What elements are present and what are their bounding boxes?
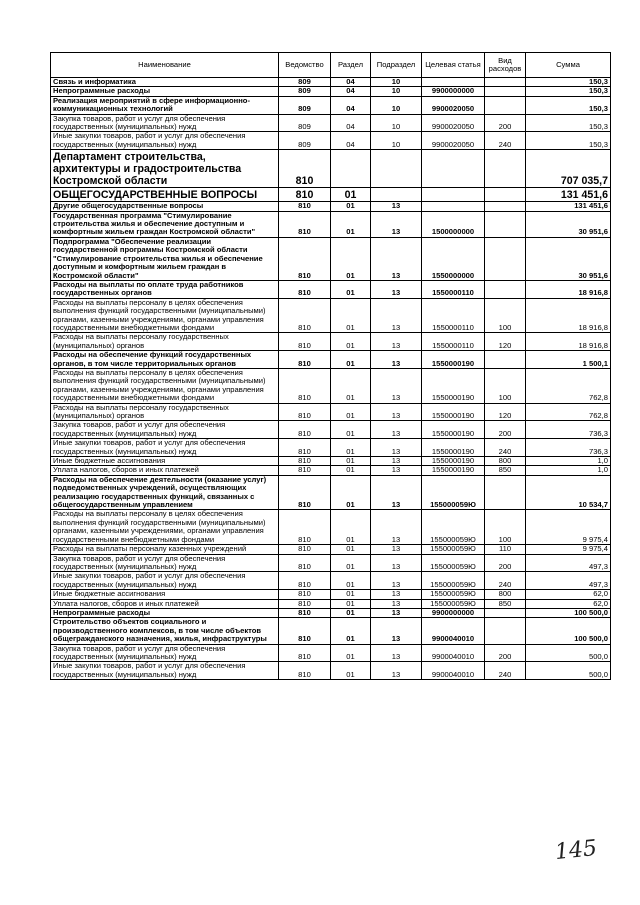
- cell-podrazdel: 13: [371, 545, 422, 554]
- table-row: [51, 590, 611, 599]
- cell-summa: 736,3: [526, 421, 611, 439]
- cell-summa: 1 500,1: [526, 351, 611, 369]
- cell-name: Иные бюджетные ассигнования: [51, 457, 279, 466]
- cell-vedomstvo: 810: [279, 466, 331, 475]
- cell-summa: 150,3: [526, 87, 611, 96]
- cell-vid: [485, 78, 526, 87]
- cell-vid: [485, 237, 526, 280]
- cell-summa: 1,0: [526, 457, 611, 466]
- cell-summa: 762,8: [526, 368, 611, 403]
- cell-razdel: 01: [331, 457, 371, 466]
- cell-summa: 62,0: [526, 590, 611, 599]
- cell-podrazdel: 13: [371, 466, 422, 475]
- cell-vid: [485, 150, 526, 188]
- cell-podrazdel: 10: [371, 78, 422, 87]
- cell-vedomstvo: 810: [279, 608, 331, 617]
- cell-razdel: 01: [331, 590, 371, 599]
- cell-name: Реализация мероприятий в сфере информационно-коммуникационных технологий: [51, 96, 279, 114]
- cell-vedomstvo: 809: [279, 87, 331, 96]
- cell-vid: [485, 202, 526, 211]
- cell-name: Иные закупки товаров, работ и услуг для обеспечения государственных (муниципальных) нужд: [51, 439, 279, 457]
- cell-summa: 100 500,0: [526, 618, 611, 644]
- cell-tselevaya: 1550000190: [422, 403, 485, 421]
- cell-vedomstvo: 810: [279, 150, 331, 188]
- cell-razdel: 01: [331, 202, 371, 211]
- budget-table: [50, 52, 611, 680]
- cell-name: Расходы на выплаты по оплате труда работников государственных органов: [51, 280, 279, 298]
- cell-razdel: 01: [331, 351, 371, 369]
- cell-tselevaya: 1550000110: [422, 298, 485, 333]
- cell-vid: 100: [485, 510, 526, 545]
- budget-table-page: [50, 52, 610, 680]
- table-row: [51, 132, 611, 150]
- cell-summa: 707 035,7: [526, 150, 611, 188]
- cell-summa: 131 451,6: [526, 202, 611, 211]
- cell-vid: 850: [485, 599, 526, 608]
- cell-name: Закупка товаров, работ и услуг для обеспечения государственных (муниципальных) нужд: [51, 114, 279, 132]
- table-row: [51, 237, 611, 280]
- cell-razdel: 01: [331, 545, 371, 554]
- cell-summa: 9 975,4: [526, 510, 611, 545]
- cell-tselevaya: 1550000190: [422, 439, 485, 457]
- table-row: [51, 545, 611, 554]
- cell-razdel: 01: [331, 211, 371, 237]
- cell-vedomstvo: 810: [279, 554, 331, 572]
- table-row: [51, 618, 611, 644]
- table-row: [51, 87, 611, 96]
- cell-tselevaya: 1550000110: [422, 280, 485, 298]
- cell-vid: 200: [485, 554, 526, 572]
- cell-podrazdel: 13: [371, 618, 422, 644]
- cell-vid: 110: [485, 545, 526, 554]
- cell-vid: 240: [485, 662, 526, 680]
- cell-tselevaya: 9900040010: [422, 618, 485, 644]
- header-vedomstvo: Ведомство: [279, 53, 331, 78]
- cell-razdel: 01: [331, 572, 371, 590]
- cell-podrazdel: 13: [371, 510, 422, 545]
- cell-podrazdel: 13: [371, 608, 422, 617]
- cell-name: Непрограммные расходы: [51, 87, 279, 96]
- cell-razdel: 04: [331, 87, 371, 96]
- cell-summa: 500,0: [526, 662, 611, 680]
- cell-name: Строительство объектов социального и производственного комплексов, в том числе объектов общегражданского назначения, жилья, инфраструктуры: [51, 618, 279, 644]
- cell-tselevaya: 1550000190: [422, 351, 485, 369]
- table-row: [51, 554, 611, 572]
- cell-summa: 150,3: [526, 78, 611, 87]
- cell-podrazdel: [371, 188, 422, 202]
- header-summa: Сумма: [526, 53, 611, 78]
- cell-vedomstvo: 810: [279, 280, 331, 298]
- cell-razdel: 04: [331, 114, 371, 132]
- cell-vedomstvo: 810: [279, 439, 331, 457]
- table-row: [51, 466, 611, 475]
- cell-vedomstvo: 810: [279, 545, 331, 554]
- cell-tselevaya: 155000059Ю: [422, 554, 485, 572]
- cell-vid: [485, 211, 526, 237]
- cell-podrazdel: [371, 150, 422, 188]
- cell-podrazdel: 13: [371, 590, 422, 599]
- cell-name: Непрограммные расходы: [51, 608, 279, 617]
- cell-summa: 150,3: [526, 114, 611, 132]
- cell-podrazdel: 13: [371, 351, 422, 369]
- cell-vedomstvo: 810: [279, 188, 331, 202]
- cell-vedomstvo: 810: [279, 403, 331, 421]
- cell-razdel: 01: [331, 280, 371, 298]
- table-row: [51, 96, 611, 114]
- cell-tselevaya: [422, 202, 485, 211]
- cell-tselevaya: 1500000000: [422, 211, 485, 237]
- cell-podrazdel: 13: [371, 599, 422, 608]
- cell-podrazdel: 10: [371, 132, 422, 150]
- cell-vid: [485, 87, 526, 96]
- cell-summa: 150,3: [526, 132, 611, 150]
- cell-vedomstvo: 809: [279, 114, 331, 132]
- cell-name: Иные закупки товаров, работ и услуг для обеспечения государственных (муниципальных) нужд: [51, 132, 279, 150]
- cell-vid: 120: [485, 333, 526, 351]
- table-row: [51, 351, 611, 369]
- cell-razdel: 01: [331, 368, 371, 403]
- cell-summa: 9 975,4: [526, 545, 611, 554]
- cell-vid: 200: [485, 421, 526, 439]
- cell-tselevaya: [422, 78, 485, 87]
- cell-tselevaya: [422, 188, 485, 202]
- cell-summa: 100 500,0: [526, 608, 611, 617]
- cell-summa: 30 951,6: [526, 237, 611, 280]
- table-row: [51, 280, 611, 298]
- cell-razdel: 01: [331, 298, 371, 333]
- cell-podrazdel: 13: [371, 333, 422, 351]
- cell-vid: 850: [485, 466, 526, 475]
- cell-name: Иные закупки товаров, работ и услуг для обеспечения государственных (муниципальных) нужд: [51, 662, 279, 680]
- cell-razdel: 01: [331, 237, 371, 280]
- cell-name: Расходы на обеспечение деятельности (оказание услуг) подведомственных учреждений, осуществляющих реализацию государственных функций, связанных с общегосударственным управлением: [51, 475, 279, 510]
- table-row: [51, 475, 611, 510]
- cell-summa: 10 534,7: [526, 475, 611, 510]
- cell-vedomstvo: 810: [279, 333, 331, 351]
- cell-name: Закупка товаров, работ и услуг для обеспечения государственных (муниципальных) нужд: [51, 644, 279, 662]
- cell-podrazdel: 13: [371, 554, 422, 572]
- cell-vedomstvo: 810: [279, 475, 331, 510]
- cell-vedomstvo: 810: [279, 368, 331, 403]
- cell-razdel: 01: [331, 403, 371, 421]
- cell-summa: 736,3: [526, 439, 611, 457]
- cell-razdel: 01: [331, 333, 371, 351]
- cell-tselevaya: 1550000190: [422, 368, 485, 403]
- table-body: [51, 78, 611, 680]
- cell-name: Уплата налогов, сборов и иных платежей: [51, 599, 279, 608]
- cell-razdel: 01: [331, 618, 371, 644]
- cell-tselevaya: 9900020050: [422, 96, 485, 114]
- table-row: [51, 608, 611, 617]
- cell-razdel: 01: [331, 662, 371, 680]
- cell-podrazdel: 13: [371, 280, 422, 298]
- cell-name: Закупка товаров, работ и услуг для обеспечения государственных (муниципальных) нужд: [51, 554, 279, 572]
- cell-vid: [485, 96, 526, 114]
- table-row: [51, 421, 611, 439]
- cell-name: Департамент строительства, архитектуры и градостроительства Костромской области: [51, 150, 279, 188]
- page-number: 145: [553, 835, 599, 866]
- cell-vedomstvo: 809: [279, 78, 331, 87]
- cell-razdel: 01: [331, 510, 371, 545]
- cell-tselevaya: 155000059Ю: [422, 545, 485, 554]
- cell-podrazdel: 13: [371, 421, 422, 439]
- cell-vedomstvo: 810: [279, 572, 331, 590]
- cell-podrazdel: 13: [371, 298, 422, 333]
- cell-vid: [485, 351, 526, 369]
- table-row: [51, 572, 611, 590]
- cell-name: ОБЩЕГОСУДАРСТВЕННЫЕ ВОПРОСЫ: [51, 188, 279, 202]
- cell-vid: 240: [485, 572, 526, 590]
- cell-vedomstvo: 810: [279, 421, 331, 439]
- table-row: [51, 510, 611, 545]
- cell-name: Подпрограмма "Обеспечение реализации государственной программы Костромской области "Стимулирование строительства жилья и обеспечение доступным и комфортным жильем граждан в Костромской области": [51, 237, 279, 280]
- cell-razdel: 04: [331, 132, 371, 150]
- cell-tselevaya: [422, 150, 485, 188]
- cell-name: Расходы на выплаты персоналу государственных (муниципальных) органов: [51, 403, 279, 421]
- cell-tselevaya: 155000059Ю: [422, 599, 485, 608]
- table-row: [51, 150, 611, 188]
- cell-tselevaya: 1550000190: [422, 457, 485, 466]
- cell-summa: 18 916,8: [526, 298, 611, 333]
- cell-razdel: 01: [331, 439, 371, 457]
- header-podrazdel: Подраздел: [371, 53, 422, 78]
- cell-vedomstvo: 809: [279, 132, 331, 150]
- cell-razdel: 01: [331, 421, 371, 439]
- cell-podrazdel: 13: [371, 662, 422, 680]
- cell-name: Расходы на обеспечение функций государственных органов, в том числе территориальных органов: [51, 351, 279, 369]
- cell-vedomstvo: 810: [279, 510, 331, 545]
- cell-summa: 131 451,6: [526, 188, 611, 202]
- cell-razdel: 01: [331, 554, 371, 572]
- cell-name: Иные бюджетные ассигнования: [51, 590, 279, 599]
- cell-razdel: 04: [331, 78, 371, 87]
- table-row: [51, 211, 611, 237]
- cell-vedomstvo: 810: [279, 211, 331, 237]
- cell-tselevaya: 9900040010: [422, 644, 485, 662]
- cell-tselevaya: 9900000000: [422, 87, 485, 96]
- cell-vid: 200: [485, 114, 526, 132]
- cell-tselevaya: 1550000190: [422, 466, 485, 475]
- cell-podrazdel: 13: [371, 475, 422, 510]
- cell-summa: 500,0: [526, 644, 611, 662]
- cell-vid: [485, 280, 526, 298]
- cell-summa: 497,3: [526, 554, 611, 572]
- cell-podrazdel: 13: [371, 368, 422, 403]
- cell-name: Расходы на выплаты персоналу государственных (муниципальных) органов: [51, 333, 279, 351]
- table-row: [51, 298, 611, 333]
- cell-podrazdel: 13: [371, 403, 422, 421]
- cell-vedomstvo: 810: [279, 351, 331, 369]
- cell-summa: 762,8: [526, 403, 611, 421]
- cell-vid: [485, 608, 526, 617]
- cell-razdel: 01: [331, 475, 371, 510]
- header-razdel: Раздел: [331, 53, 371, 78]
- cell-vid: [485, 188, 526, 202]
- cell-summa: 18 916,8: [526, 333, 611, 351]
- cell-summa: 30 951,6: [526, 211, 611, 237]
- cell-tselevaya: 9900000000: [422, 608, 485, 617]
- cell-tselevaya: 155000059Ю: [422, 572, 485, 590]
- cell-vedomstvo: 810: [279, 618, 331, 644]
- cell-name: Расходы на выплаты персоналу казенных учреждений: [51, 545, 279, 554]
- cell-podrazdel: 10: [371, 96, 422, 114]
- cell-podrazdel: 10: [371, 87, 422, 96]
- cell-podrazdel: 10: [371, 114, 422, 132]
- cell-vid: 120: [485, 403, 526, 421]
- cell-name: Расходы на выплаты персоналу в целях обеспечения выполнения функций государственными (муниципальными) органами, казенными учреждениями, органами управления государственными внебюджетными фондами: [51, 298, 279, 333]
- cell-tselevaya: 9900020050: [422, 132, 485, 150]
- table-row: [51, 368, 611, 403]
- table-header-row: [51, 53, 611, 78]
- cell-vedomstvo: 810: [279, 457, 331, 466]
- cell-razdel: 01: [331, 608, 371, 617]
- cell-name: Уплата налогов, сборов и иных платежей: [51, 466, 279, 475]
- cell-vedomstvo: 810: [279, 644, 331, 662]
- cell-summa: 18 916,8: [526, 280, 611, 298]
- header-name: Наименование: [51, 53, 279, 78]
- cell-summa: 497,3: [526, 572, 611, 590]
- cell-podrazdel: 13: [371, 457, 422, 466]
- cell-tselevaya: 9900020050: [422, 114, 485, 132]
- cell-tselevaya: 1550000110: [422, 333, 485, 351]
- table-row: [51, 403, 611, 421]
- table-row: [51, 457, 611, 466]
- cell-summa: 1,0: [526, 466, 611, 475]
- table-row: [51, 114, 611, 132]
- cell-vid: 100: [485, 368, 526, 403]
- header-tselevaya: Целевая статья: [422, 53, 485, 78]
- cell-podrazdel: 13: [371, 202, 422, 211]
- cell-razdel: 01: [331, 466, 371, 475]
- cell-vedomstvo: 810: [279, 599, 331, 608]
- cell-vid: [485, 618, 526, 644]
- cell-tselevaya: 1550000190: [422, 421, 485, 439]
- cell-podrazdel: 13: [371, 237, 422, 280]
- cell-vedomstvo: 810: [279, 590, 331, 599]
- cell-podrazdel: 13: [371, 211, 422, 237]
- table-row: [51, 662, 611, 680]
- cell-name: Связь и информатика: [51, 78, 279, 87]
- cell-vid: 200: [485, 644, 526, 662]
- cell-tselevaya: 1550000000: [422, 237, 485, 280]
- cell-podrazdel: 13: [371, 644, 422, 662]
- table-row: [51, 599, 611, 608]
- cell-summa: 62,0: [526, 599, 611, 608]
- cell-vedomstvo: 810: [279, 298, 331, 333]
- cell-name: Государственная программа "Стимулирование строительства жилья и обеспечение доступным и комфортным жильем граждан Костромской области": [51, 211, 279, 237]
- table-row: [51, 439, 611, 457]
- header-vid: Вид расходов: [485, 53, 526, 78]
- cell-vid: 240: [485, 439, 526, 457]
- cell-name: Другие общегосударственные вопросы: [51, 202, 279, 211]
- cell-name: Расходы на выплаты персоналу в целях обеспечения выполнения функций государственными (муниципальными) органами, казенными учреждениями, органами управления государственными внебюджетными фондами: [51, 510, 279, 545]
- table-row: [51, 333, 611, 351]
- cell-razdel: 01: [331, 599, 371, 608]
- table-row: [51, 644, 611, 662]
- cell-name: Расходы на выплаты персоналу в целях обеспечения выполнения функций государственными (муниципальными) органами, казенными учреждениями, органами управления государственными внебюджетными фондами: [51, 368, 279, 403]
- cell-vid: 800: [485, 457, 526, 466]
- cell-tselevaya: 9900040010: [422, 662, 485, 680]
- cell-tselevaya: 155000059Ю: [422, 590, 485, 599]
- table-row: [51, 202, 611, 211]
- cell-name: Закупка товаров, работ и услуг для обеспечения государственных (муниципальных) нужд: [51, 421, 279, 439]
- cell-vedomstvo: 809: [279, 96, 331, 114]
- cell-vedomstvo: 810: [279, 202, 331, 211]
- cell-tselevaya: 155000059Ю: [422, 510, 485, 545]
- cell-razdel: 01: [331, 644, 371, 662]
- cell-podrazdel: 13: [371, 439, 422, 457]
- cell-razdel: 04: [331, 96, 371, 114]
- cell-vid: 240: [485, 132, 526, 150]
- table-row: [51, 78, 611, 87]
- cell-razdel: 01: [331, 188, 371, 202]
- cell-tselevaya: 155000059Ю: [422, 475, 485, 510]
- cell-podrazdel: 13: [371, 572, 422, 590]
- cell-vedomstvo: 810: [279, 237, 331, 280]
- cell-name: Иные закупки товаров, работ и услуг для обеспечения государственных (муниципальных) нужд: [51, 572, 279, 590]
- cell-summa: 150,3: [526, 96, 611, 114]
- cell-vid: 800: [485, 590, 526, 599]
- table-row: [51, 188, 611, 202]
- cell-vid: 100: [485, 298, 526, 333]
- cell-vid: [485, 475, 526, 510]
- cell-vedomstvo: 810: [279, 662, 331, 680]
- cell-razdel: [331, 150, 371, 188]
